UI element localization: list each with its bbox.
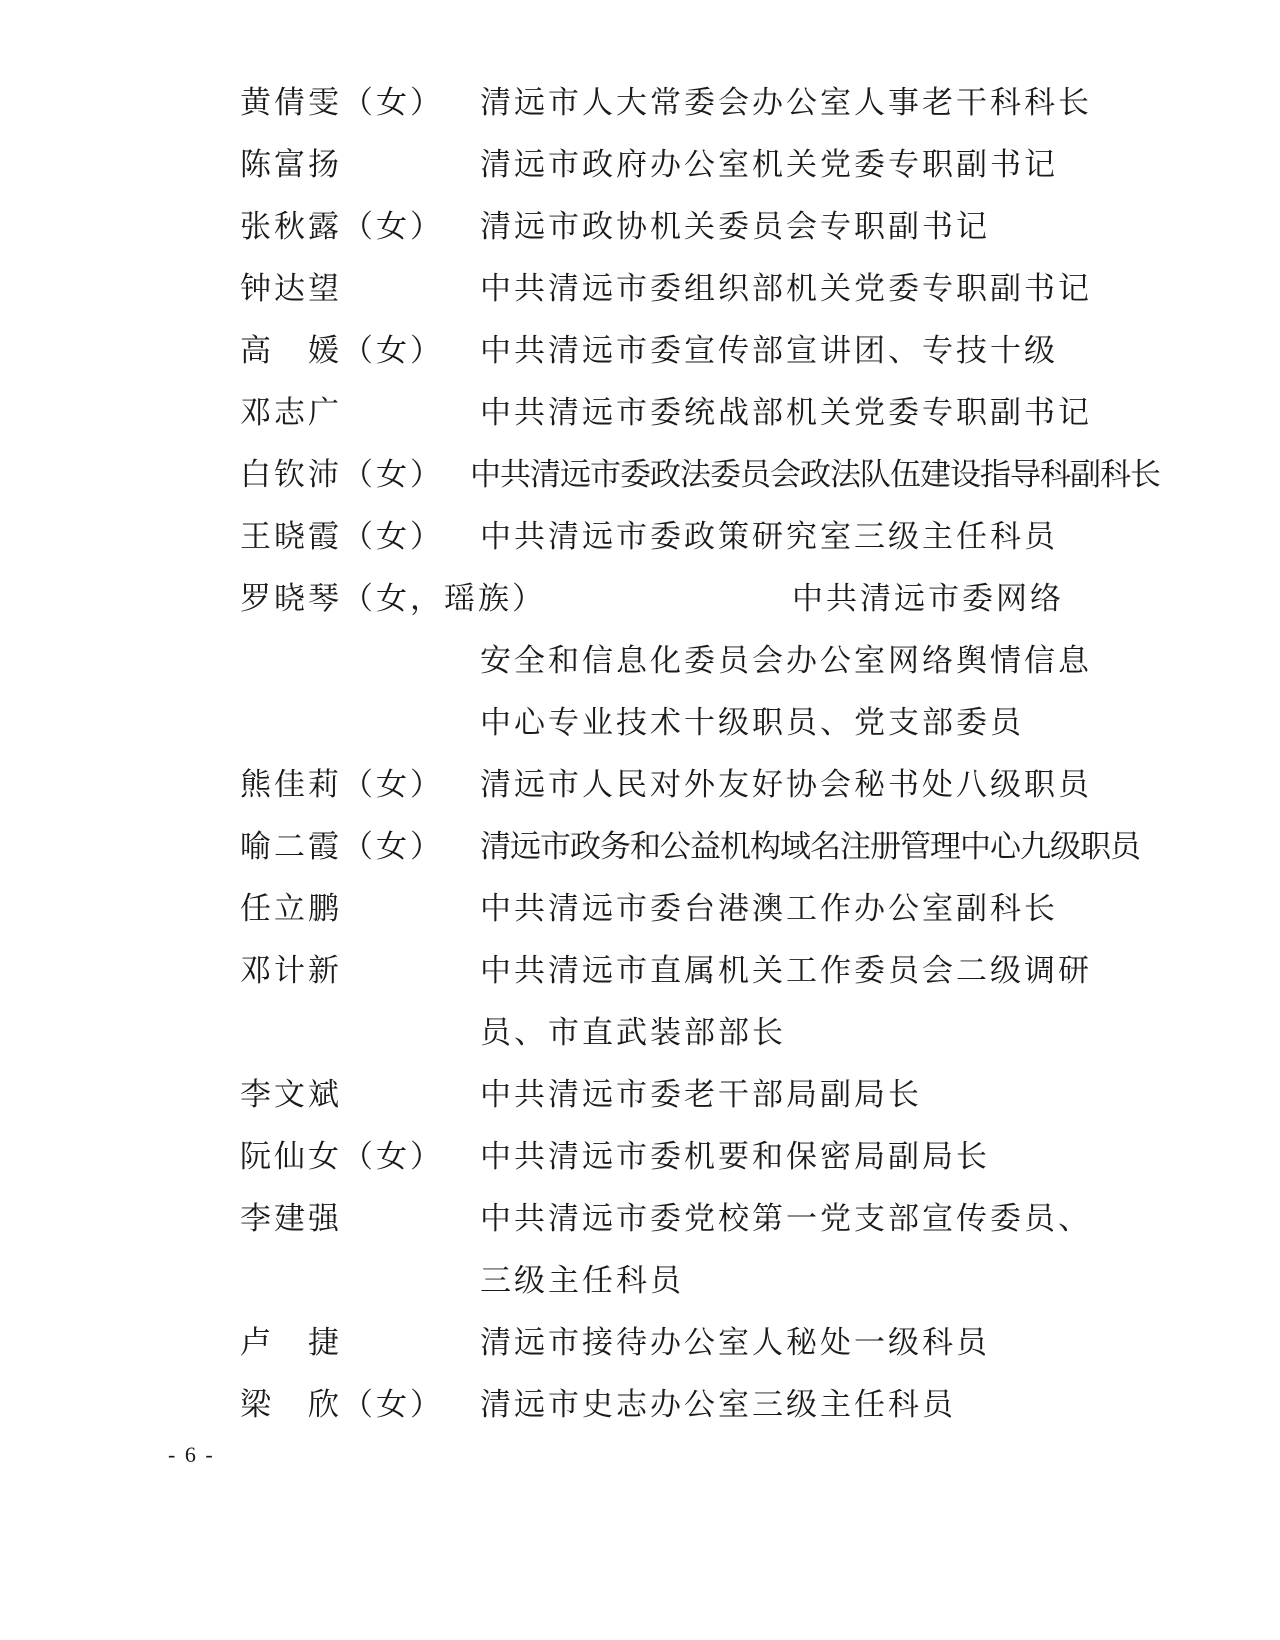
person-position: 中共清远市委政法委员会政法队伍建设指导科副科长 [470, 457, 1160, 493]
person-name: 李建强 [240, 1201, 342, 1237]
person-name: 喻二霞（女） [240, 829, 444, 865]
person-name: 陈富扬 [240, 147, 342, 183]
person-name: 熊佳莉（女） [240, 767, 444, 803]
person-name: 白钦沛（女） [240, 457, 444, 493]
person-name: 卢 捷 [240, 1325, 342, 1361]
person-name: 邓计新 [240, 953, 342, 989]
person-name: 王晓霞（女） [240, 519, 444, 555]
person-position: 中共清远市委宣传部宣讲团、专技十级 [480, 333, 1058, 369]
person-position: 中共清远市委网络安全和信息化委员会办公室网络舆情信息中心专业技术十级职员、党支部委员 [480, 581, 1092, 741]
person-position: 中共清远市委老干部局副局长 [480, 1077, 922, 1113]
person-name: 高 媛（女） [240, 333, 444, 369]
person-position: 清远市政务和公益机构域名注册管理中心九级职员 [480, 829, 1140, 865]
person-position: 清远市人大常委会办公室人事老干科科长 [480, 85, 1092, 121]
person-position: 中共清远市委政策研究室三级主任科员 [480, 519, 1058, 555]
person-position: 中共清远市直属机关工作委员会二级调研员、市直武装部部长 [480, 953, 1092, 1051]
person-position: 中共清远市委机要和保密局副局长 [480, 1139, 990, 1175]
person-name: 张秋露（女） [240, 209, 444, 245]
person-position: 清远市史志办公室三级主任科员 [480, 1387, 956, 1423]
person-position: 清远市人民对外友好协会秘书处八级职员 [480, 767, 1092, 803]
person-name: 任立鹏 [240, 891, 342, 927]
person-position: 中共清远市委党校第一党支部宣传委员、三级主任科员 [480, 1201, 1092, 1299]
person-position: 中共清远市委台港澳工作办公室副科长 [480, 891, 1058, 927]
person-name: 罗晓琴（女，瑶族） [240, 581, 546, 617]
person-name: 黄倩雯（女） [240, 85, 444, 121]
page-number: - 6 - [168, 1442, 215, 1467]
person-position: 中共清远市委组织部机关党委专职副书记 [480, 271, 1092, 307]
person-name: 邓志广 [240, 395, 342, 431]
person-position: 中共清远市委统战部机关党委专职副书记 [480, 395, 1092, 431]
person-position: 清远市接待办公室人秘处一级科员 [480, 1325, 990, 1361]
person-position: 清远市政府办公室机关党委专职副书记 [480, 147, 1058, 183]
person-name: 李文斌 [240, 1077, 342, 1113]
person-name: 梁 欣（女） [240, 1387, 444, 1423]
person-name: 钟达望 [240, 271, 342, 307]
person-name: 阮仙女（女） [240, 1139, 444, 1175]
person-position: 清远市政协机关委员会专职副书记 [480, 209, 990, 245]
